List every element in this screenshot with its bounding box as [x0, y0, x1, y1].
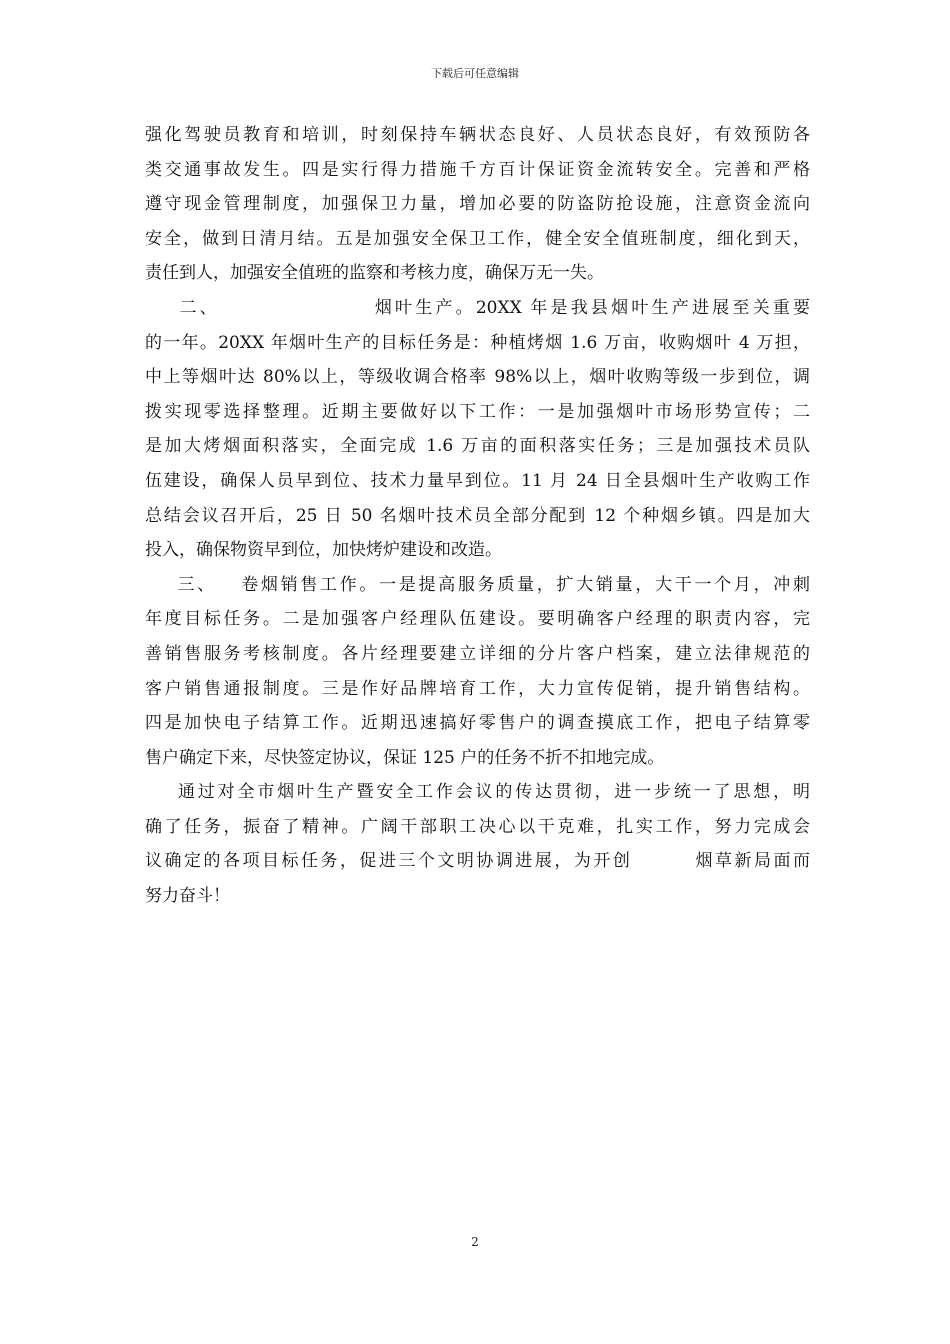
- section-heading-line: 二、 烟叶生产。20XX 年是我县烟叶生产进展至关重要: [145, 297, 810, 318]
- text-line: 安全，做到日清月结。五是加强安全保卫工作，健全安全值班制度，细化到天，: [145, 228, 810, 249]
- paragraph-start-line: 通过对全市烟叶生产暨安全工作会议的传达贯彻，进一步统一了思想，明: [145, 782, 810, 803]
- text-line: 伍建设，确保人员早到位、技术力量早到位。11 月 24 日全县烟叶生产收购工作: [145, 470, 810, 491]
- text-line: 责任到人，加强安全值班的监察和考核力度，确保万无一失。: [145, 263, 604, 284]
- text-line: 善销售服务考核制度。各片经理要建立详细的分片客户档案，建立法律规范的: [145, 643, 810, 664]
- page-header: 下载后可任意编辑: [431, 67, 519, 80]
- section-heading-line: 三、 卷烟销售工作。一是提高服务质量，扩大销量，大干一个月，冲刺: [145, 574, 810, 595]
- text-line: 售户确定下来，尽快签定协议，保证 125 户的任务不折不扣地完成。: [145, 747, 665, 768]
- text-line: 是加大烤烟面积落实，全面完成 1.6 万亩的面积落实任务；三是加强技术员队: [145, 436, 810, 457]
- text-line: 强化驾驶员教育和培训，时刻保持车辆状态良好、人员状态良好，有效预防各: [145, 125, 810, 145]
- text-line: 投入，确保物资早到位，加快烤炉建设和改造。: [145, 540, 502, 561]
- text-line: 遵守现金管理制度，加强保卫力量，增加必要的防盗防抢设施，注意资金流向: [145, 194, 810, 215]
- page-number: 2: [471, 1235, 479, 1249]
- text-line: 确了任务，振奋了精神。广阔干部职工决心以干克难，扎实工作，努力完成会: [145, 816, 810, 837]
- text-line: 四是加快电子结算工作。近期迅速搞好零售户的调查摸底工作，把电子结算零: [145, 713, 810, 734]
- text-line: 议确定的各项目标任务，促进三个文明协调进展，为开创 烟草新局面而: [145, 851, 810, 872]
- text-line: 客户销售通报制度。三是作好品牌培育工作，大力宣传促销，提升销售结构。: [145, 678, 810, 699]
- text-line: 努力奋斗！: [145, 886, 230, 907]
- text-line: 拨实现零选择整理。近期主要做好以下工作：一是加强烟叶市场形势宣传；二: [145, 401, 810, 422]
- text-line: 总结会议召开后，25 日 50 名烟叶技术员全部分配到 12 个种烟乡镇。四是加大: [145, 505, 810, 526]
- text-line: 的一年。20XX 年烟叶生产的目标任务是：种植烤烟 1.6 万亩，收购烟叶 4 万担，: [145, 332, 810, 353]
- text-line: 年度目标任务。二是加强客户经理队伍建设。要明确客户经理的职责内容，完: [145, 609, 810, 630]
- document-body: [145, 118, 810, 914]
- text-line: 类交通事故发生。四是实行得力措施千方百计保证资金流转安全。完善和严格: [145, 159, 810, 180]
- text-line: 中上等烟叶达 80%以上，等级收调合格率 98%以上，烟叶收购等级一步到位，调: [145, 367, 810, 388]
